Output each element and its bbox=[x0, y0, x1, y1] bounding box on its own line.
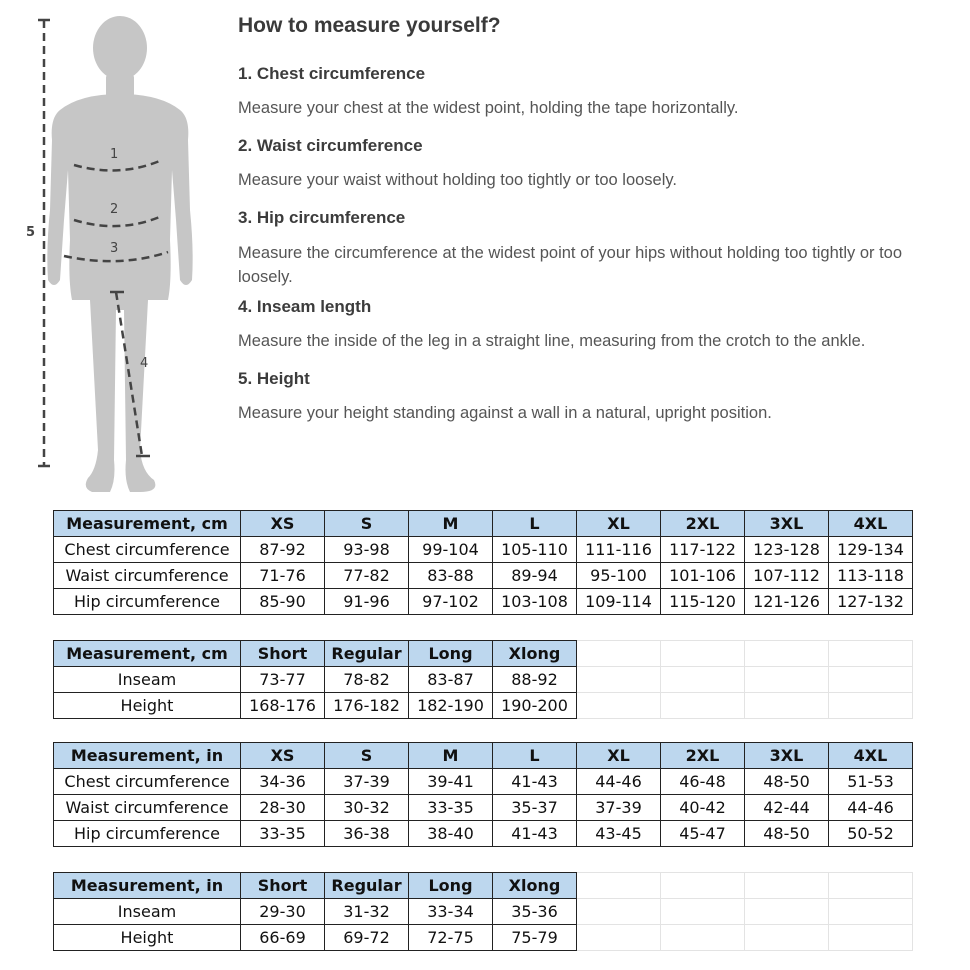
inseam-label: 4 bbox=[140, 356, 149, 371]
table-header-row bbox=[54, 641, 913, 667]
empty-cell bbox=[745, 873, 829, 899]
row-label: Waist circumference bbox=[54, 563, 241, 589]
header-cell: L bbox=[493, 511, 577, 537]
table-cell: 109-114 bbox=[577, 589, 661, 615]
table-header-row bbox=[54, 511, 913, 537]
empty-cell bbox=[745, 667, 829, 693]
table-cell: 73-77 bbox=[241, 667, 325, 693]
header-cell: XS bbox=[241, 743, 325, 769]
step-title-inseam: 4. Inseam length bbox=[238, 297, 372, 316]
size-table-in bbox=[53, 742, 913, 847]
empty-cell bbox=[577, 693, 661, 719]
header-cell: Measurement, in bbox=[54, 743, 241, 769]
table-cell: 77-82 bbox=[325, 563, 409, 589]
header-cell: Measurement, cm bbox=[54, 511, 241, 537]
table-cell: 41-43 bbox=[493, 821, 577, 847]
step-title-chest: 1. Chest circumference bbox=[238, 64, 426, 83]
chest-label: 1 bbox=[110, 147, 119, 162]
header-cell: Long bbox=[409, 873, 493, 899]
table-cell: 40-42 bbox=[661, 795, 745, 821]
table-cell: 105-110 bbox=[493, 537, 577, 563]
empty-cell bbox=[829, 693, 913, 719]
header-cell: XL bbox=[577, 743, 661, 769]
empty-cell bbox=[577, 641, 661, 667]
table-cell: 83-88 bbox=[409, 563, 493, 589]
table-cell: 127-132 bbox=[829, 589, 913, 615]
table-row bbox=[54, 693, 913, 719]
human-silhouette bbox=[47, 16, 192, 492]
table-cell: 115-120 bbox=[661, 589, 745, 615]
table-cell: 113-118 bbox=[829, 563, 913, 589]
step-desc-waist: Measure your waist without holding too tightly or too loosely. bbox=[238, 171, 678, 189]
table-row bbox=[54, 821, 913, 847]
header-cell: Regular bbox=[325, 873, 409, 899]
table-row bbox=[54, 537, 913, 563]
row-label: Height bbox=[54, 693, 241, 719]
table-row bbox=[54, 667, 913, 693]
table-cell: 33-35 bbox=[241, 821, 325, 847]
table-cell: 103-108 bbox=[493, 589, 577, 615]
header-cell: Measurement, in bbox=[54, 873, 241, 899]
header-cell: L bbox=[493, 743, 577, 769]
waist-label: 2 bbox=[110, 202, 119, 217]
table-row bbox=[54, 563, 913, 589]
header-cell: 2XL bbox=[661, 511, 745, 537]
table-cell: 30-32 bbox=[325, 795, 409, 821]
header-cell: Regular bbox=[325, 641, 409, 667]
row-label: Hip circumference bbox=[54, 589, 241, 615]
step-title-height: 5. Height bbox=[238, 369, 310, 388]
empty-cell bbox=[829, 667, 913, 693]
header-cell: 3XL bbox=[745, 743, 829, 769]
empty-cell bbox=[577, 873, 661, 899]
table-cell: 72-75 bbox=[409, 925, 493, 951]
table-cell: 97-102 bbox=[409, 589, 493, 615]
table-cell: 48-50 bbox=[745, 769, 829, 795]
header-cell: 3XL bbox=[745, 511, 829, 537]
table-cell: 48-50 bbox=[745, 821, 829, 847]
empty-cell bbox=[661, 667, 745, 693]
table-cell: 71-76 bbox=[241, 563, 325, 589]
table-cell: 29-30 bbox=[241, 899, 325, 925]
table-cell: 66-69 bbox=[241, 925, 325, 951]
size-table-cm bbox=[53, 510, 913, 615]
row-label: Inseam bbox=[54, 899, 241, 925]
header-cell: M bbox=[409, 511, 493, 537]
table-cell: 176-182 bbox=[325, 693, 409, 719]
table-header-row bbox=[54, 743, 913, 769]
empty-cell bbox=[745, 693, 829, 719]
header-cell: XL bbox=[577, 511, 661, 537]
row-label: Inseam bbox=[54, 667, 241, 693]
row-label: Height bbox=[54, 925, 241, 951]
table-cell: 35-37 bbox=[493, 795, 577, 821]
table-cell: 31-32 bbox=[325, 899, 409, 925]
table-cell: 28-30 bbox=[241, 795, 325, 821]
table-cell: 101-106 bbox=[661, 563, 745, 589]
table-cell: 36-38 bbox=[325, 821, 409, 847]
table-row bbox=[54, 589, 913, 615]
table-cell: 85-90 bbox=[241, 589, 325, 615]
length-table-cm bbox=[53, 640, 913, 719]
table-cell: 111-116 bbox=[577, 537, 661, 563]
table-cell: 75-79 bbox=[493, 925, 577, 951]
step-title-waist: 2. Waist circumference bbox=[238, 136, 423, 155]
header-cell: 2XL bbox=[661, 743, 745, 769]
table-cell: 44-46 bbox=[577, 769, 661, 795]
header-cell: M bbox=[409, 743, 493, 769]
empty-cell bbox=[661, 899, 745, 925]
table-cell: 78-82 bbox=[325, 667, 409, 693]
table-cell: 41-43 bbox=[493, 769, 577, 795]
table-cell: 121-126 bbox=[745, 589, 829, 615]
table-cell: 42-44 bbox=[745, 795, 829, 821]
length-table-in bbox=[53, 872, 913, 951]
empty-cell bbox=[577, 925, 661, 951]
step-title-hip: 3. Hip circumference bbox=[238, 208, 406, 227]
table-cell: 88-92 bbox=[493, 667, 577, 693]
header-cell: Xlong bbox=[493, 873, 577, 899]
table-row bbox=[54, 925, 913, 951]
empty-cell bbox=[577, 899, 661, 925]
table-cell: 123-128 bbox=[745, 537, 829, 563]
table-cell: 107-112 bbox=[745, 563, 829, 589]
row-label: Waist circumference bbox=[54, 795, 241, 821]
table-row bbox=[54, 899, 913, 925]
header-cell: 4XL bbox=[829, 511, 913, 537]
row-label: Hip circumference bbox=[54, 821, 241, 847]
empty-cell bbox=[745, 899, 829, 925]
table-cell: 45-47 bbox=[661, 821, 745, 847]
empty-cell bbox=[661, 693, 745, 719]
empty-cell bbox=[829, 925, 913, 951]
table-cell: 182-190 bbox=[409, 693, 493, 719]
empty-cell bbox=[661, 925, 745, 951]
table-cell: 46-48 bbox=[661, 769, 745, 795]
table-cell: 129-134 bbox=[829, 537, 913, 563]
empty-cell bbox=[745, 925, 829, 951]
table-cell: 35-36 bbox=[493, 899, 577, 925]
table-row bbox=[54, 769, 913, 795]
table-cell: 87-92 bbox=[241, 537, 325, 563]
step-desc-hip: Measure the circumference at the widest point of your hips without holding too tightly or too loosely. bbox=[238, 244, 903, 286]
table-cell: 69-72 bbox=[325, 925, 409, 951]
hip-label: 3 bbox=[110, 241, 119, 256]
header-cell: Measurement, cm bbox=[54, 641, 241, 667]
table-cell: 34-36 bbox=[241, 769, 325, 795]
header-cell: S bbox=[325, 743, 409, 769]
header-cell: Short bbox=[241, 641, 325, 667]
row-label: Chest circumference bbox=[54, 537, 241, 563]
table-cell: 44-46 bbox=[829, 795, 913, 821]
table-header-row bbox=[54, 873, 913, 899]
table-cell: 33-35 bbox=[409, 795, 493, 821]
header-cell: Xlong bbox=[493, 641, 577, 667]
step-desc-chest: Measure your chest at the widest point, holding the tape horizontally. bbox=[238, 99, 739, 117]
table-cell: 168-176 bbox=[241, 693, 325, 719]
header-cell: Long bbox=[409, 641, 493, 667]
table-row bbox=[54, 795, 913, 821]
step-desc-height: Measure your height standing against a wall in a natural, upright position. bbox=[238, 404, 772, 422]
empty-cell bbox=[829, 873, 913, 899]
table-cell: 39-41 bbox=[409, 769, 493, 795]
empty-cell bbox=[661, 641, 745, 667]
table-cell: 117-122 bbox=[661, 537, 745, 563]
table-cell: 37-39 bbox=[577, 795, 661, 821]
header-cell: 4XL bbox=[829, 743, 913, 769]
header-cell: Short bbox=[241, 873, 325, 899]
header-cell: S bbox=[325, 511, 409, 537]
empty-cell bbox=[577, 667, 661, 693]
empty-cell bbox=[745, 641, 829, 667]
row-label: Chest circumference bbox=[54, 769, 241, 795]
body-measurement-figure bbox=[20, 10, 235, 500]
table-cell: 190-200 bbox=[493, 693, 577, 719]
table-cell: 99-104 bbox=[409, 537, 493, 563]
table-cell: 89-94 bbox=[493, 563, 577, 589]
table-cell: 37-39 bbox=[325, 769, 409, 795]
empty-cell bbox=[661, 873, 745, 899]
table-cell: 83-87 bbox=[409, 667, 493, 693]
header-cell: XS bbox=[241, 511, 325, 537]
table-cell: 38-40 bbox=[409, 821, 493, 847]
table-cell: 33-34 bbox=[409, 899, 493, 925]
guide-title: How to measure yourself? bbox=[238, 14, 501, 37]
table-cell: 51-53 bbox=[829, 769, 913, 795]
step-desc-inseam: Measure the inside of the leg in a straight line, measuring from the crotch to the ankle. bbox=[238, 332, 866, 350]
table-cell: 91-96 bbox=[325, 589, 409, 615]
table-cell: 95-100 bbox=[577, 563, 661, 589]
table-cell: 93-98 bbox=[325, 537, 409, 563]
height-label: 5 bbox=[26, 225, 36, 240]
empty-cell bbox=[829, 641, 913, 667]
table-cell: 43-45 bbox=[577, 821, 661, 847]
empty-cell bbox=[829, 899, 913, 925]
table-cell: 50-52 bbox=[829, 821, 913, 847]
